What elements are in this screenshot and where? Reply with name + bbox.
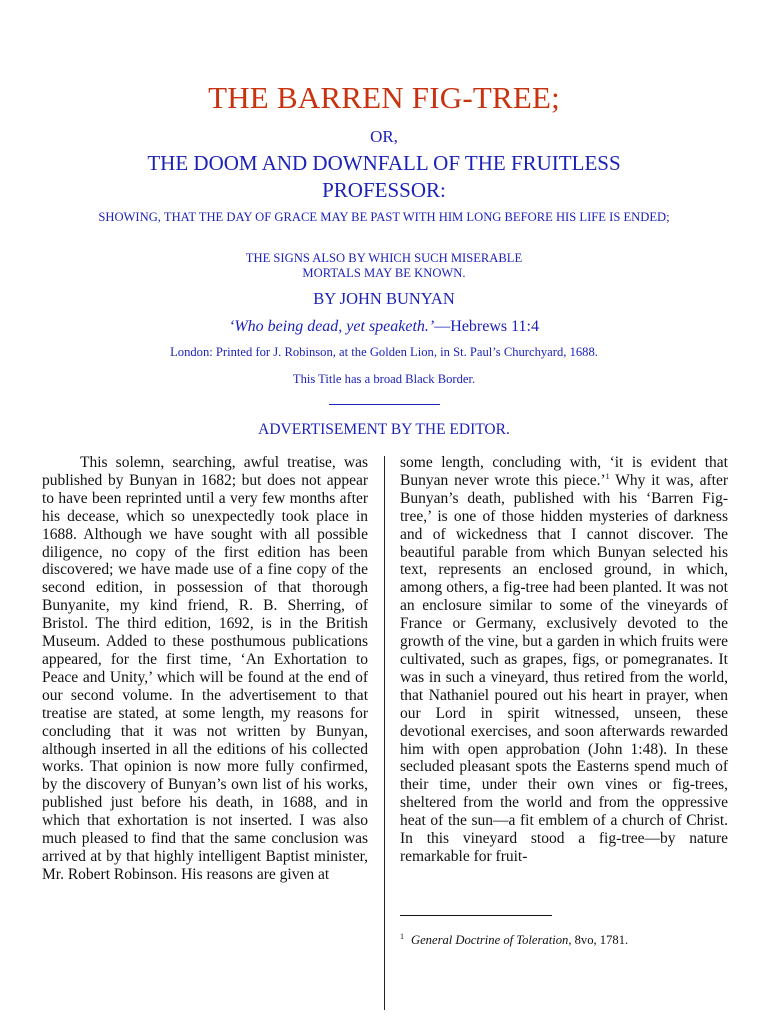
title-connector: OR,: [370, 127, 398, 146]
page-title: THE BARREN FIG-TREE;: [208, 80, 560, 115]
footnote-number: 1: [400, 932, 404, 941]
body-column-left: This solemn, searching, awful treatise, was published by Bunyan in 1682; but does not appear to have been reprinted until a very few months after his decease, which so unexpectedly took place in 1688. Although we have sought with all possible diligence, no copy of the first edition has been discovered; we have made use of a fine copy of the second edition, in possession of that thorough Bunyanite, my kind friend, R. B. Sherring, of Bristol. The third edition, 1692, is in the British Museum. Added to these posthumous publications appeared, for the first time, ‘An Exhortation to Peace and Unity,’ which will be found at the end of our second volume. In the advertisement to that treatise are stated, at some length, my reasons for concluding that it was not written by Bunyan, although inserted in all the editions of his collected works. That opinion is now more fully confirmed, by the discovery of Bunyan’s own list of his works, published just before his death, in 1688, and in which that exhortation is not inserted. I was also much pleased to find that the same conclusion was arrived at by that highly intelligent Baptist minister, Mr. Robert Robinson. His reasons are given at: [42, 454, 368, 883]
signs-line-1: THE SIGNS ALSO BY WHICH SUCH MISERABLE: [245, 251, 523, 265]
right-column-text-b: Why it was, after Bunyan’s death, published with his ‘Barren Fig-tree,’ is one of those hidden mysteries of darkness and of wickedness that I cannot discover. The beautiful parable from which Bunyan selected his text, represents an enclosed ground, in which, among others, a fig-tree had been planted. It was not an enclosure similar to some of the vineyards of France or Germany, exclusively devoted to the growth of the vine, but a garden in which fruits were cultivated, such as grapes, figs, or pomegranates. It was in such a vineyard, thus retired from the world, that Nathaniel poured out his heart in prayer, when our Lord in spirit witnessed, unseen, these devotional exercises, and soon afterwards rewarded him with open approbation (John 1:48). In these secluded pleasant spots the Easterns spend much of their time, under their own vines or fig-trees, sheltered from the world and from the oppressive heat of the sun—a fit emblem of a church of Christ. In this vineyard stood a fig-tree—by nature remarkable for fruit-: [400, 471, 728, 865]
section-heading: ADVERTISEMENT BY THE EDITOR.: [258, 421, 510, 438]
signs-line: [184, 251, 584, 281]
footnote-reference[interactable]: 1: [605, 471, 610, 481]
showing-line: SHOWING, THAT THE DAY OF GRACE MAY BE PAST WITH HIM LONG BEFORE HIS LIFE IS ENDED;: [98, 210, 670, 224]
author-byline: BY JOHN BUNYAN: [313, 289, 455, 308]
right-column-text-a: some length, concluding with, ‘it is evident that Bunyan never wrote this piece.’: [400, 454, 728, 489]
body-column-right: [400, 454, 728, 866]
title-rule: [329, 404, 440, 405]
footnote: [400, 932, 730, 948]
imprint-line: London: Printed for J. Robinson, at the Golden Lion, in St. Paul’s Churchyard, 1688.: [170, 345, 598, 359]
subtitle: THE DOOM AND DOWNFALL OF THE FRUITLESS PROFESSOR:: [147, 151, 621, 202]
footnote-details: , 8vo, 1781.: [568, 933, 629, 948]
epigraph-quote: ‘Who being dead, yet speaketh.’: [229, 318, 435, 335]
footnote-rule: [400, 915, 552, 916]
signs-line-2: MORTALS MAY BE KNOWN.: [302, 266, 466, 280]
footnote-book-title: General Doctrine of Toleration: [411, 933, 569, 948]
border-note: This Title has a broad Black Border.: [292, 372, 476, 386]
epigraph-reference: —Hebrews 11:4: [434, 318, 539, 335]
epigraph: [0, 318, 768, 336]
column-divider: [384, 456, 385, 1010]
